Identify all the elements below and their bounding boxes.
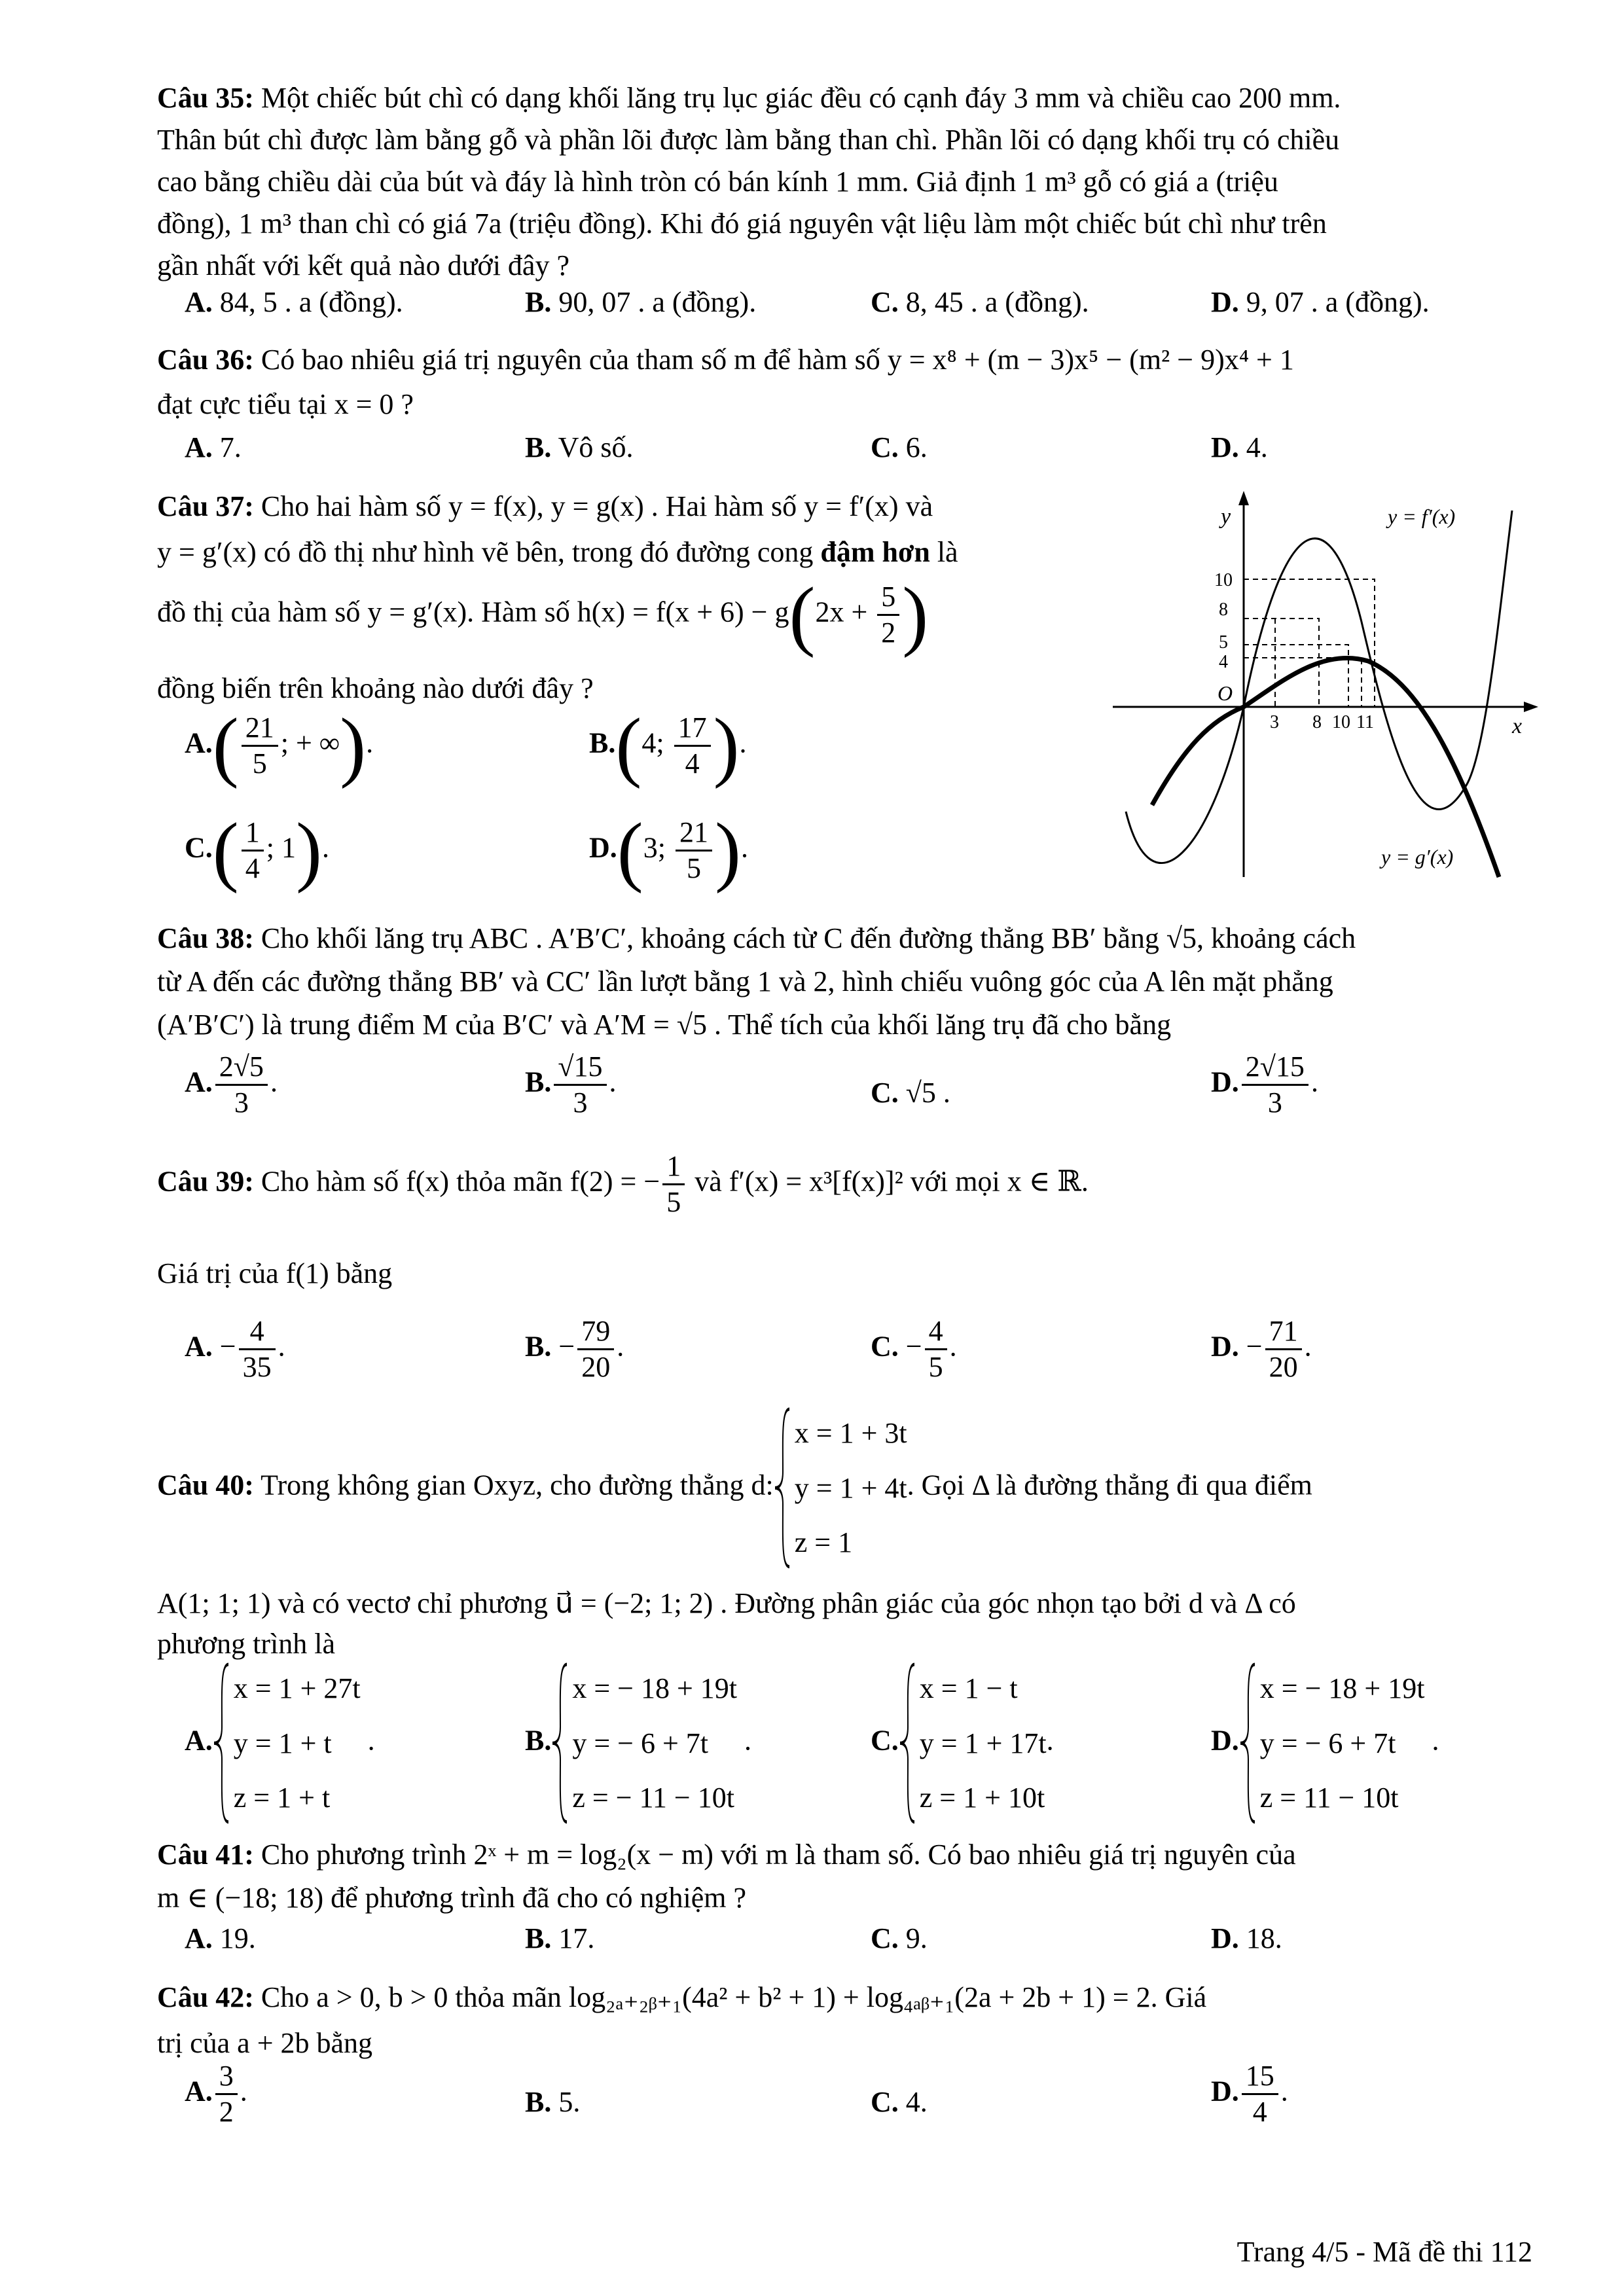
q35-option-c[interactable]: C. 8, 45 . a (đồng). — [871, 286, 1089, 318]
q37-line2: y = g′(x) có đồ thị như hình vẽ bên, trong đó đường cong đậm hơn là — [157, 536, 958, 568]
x-axis-label: x — [1512, 714, 1523, 738]
q38-line1: Câu 38: Cho khối lăng trụ ABC . A′B′C′, khoảng cách từ C đến đường thẳng BB′ bằng √5, khoảng cách — [157, 922, 1356, 954]
q38-option-d[interactable]: D. $\frac{2√15}{3}$ . — [1211, 1050, 1318, 1119]
q40-line1: Câu 40: Trong không gian Oxyz, cho đường thẳng d: x = 1 + 3t y = 1 + 4t z = 1 . Gọi Δ là đường thẳng đi qua điểm — [157, 1406, 1312, 1570]
q40-option-c[interactable]: C. x = 1 − t y = 1 + 17t z = 1 + 10t . — [871, 1661, 1054, 1825]
q35-line5: gần nhất với kết quả nào dưới đây ? — [157, 249, 569, 281]
q37-option-c[interactable]: C.( $\frac{1}{4}$ ; 1). — [185, 806, 329, 894]
q35-line3: cao bằng chiều dài của bút và đáy là hình tròn có bán kính 1 mm. Giả định 1 m³ gỗ có giá a (triệu — [157, 166, 1278, 198]
q42-option-a[interactable]: A. $\frac{3}{2}$ . — [185, 2060, 247, 2128]
q39-option-a[interactable]: A. − $\frac{4}{35}$ . — [185, 1315, 285, 1383]
q35-option-a[interactable]: A. 84, 5 . a (đồng). — [185, 286, 403, 318]
q39-option-d[interactable]: D. − $\frac{71}{20}$ . — [1211, 1315, 1312, 1383]
x-tick-10: 10 — [1332, 712, 1350, 732]
q37-option-a[interactable]: A.( $\frac{21}{5}$ ; + ∞). — [185, 702, 374, 789]
q37-graph — [1113, 484, 1545, 884]
y-axis-label: y — [1221, 505, 1231, 529]
g-prime-label: y = g′(x) — [1381, 845, 1454, 869]
q41-line2: m ∈ (−18; 18) để phương trình đã cho có nghiệm ? — [157, 1882, 746, 1914]
q35-option-d[interactable]: D. 9, 07 . a (đồng). — [1211, 286, 1430, 318]
q37-line3: đồ thị của hàm số y = g′(x). Hàm số h(x) = f(x + 6) − g(2x + $\frac{5}{2}$ ) — [157, 571, 929, 658]
q40-system: x = 1 + 3t y = 1 + 4t z = 1 — [774, 1406, 907, 1570]
q36-option-c[interactable]: C. 6. — [871, 431, 928, 463]
q40-line2: A(1; 1; 1) và có vectơ chỉ phương u⃗ = (−2; 1; 2) . Đường phân giác của góc nhọn tạo bởi d và Δ có — [157, 1587, 1296, 1619]
q37-line4: đồng biến trên khoảng nào dưới đây ? — [157, 672, 594, 704]
q37-label: Câu 37: — [157, 490, 254, 522]
q35-line2: Thân bút chì được làm bằng gỗ và phần lõi được làm bằng than chì. Phần lõi có dạng khối trụ có chiều — [157, 124, 1340, 156]
q38-line2: từ A đến các đường thẳng BB′ và CC′ lần lượt bằng 1 và 2, hình chiếu vuông góc của A lên mặt phẳng — [157, 965, 1333, 997]
q37-line1: Câu 37: Cho hai hàm số y = f(x), y = g(x) . Hai hàm số y = f′(x) và — [157, 490, 933, 522]
q40-option-d[interactable]: D. x = − 18 + 19t y = − 6 + 7t z = 11 − 10t . — [1211, 1661, 1439, 1825]
q42-option-b[interactable]: B. 5. — [525, 2086, 581, 2118]
q38-option-c[interactable]: C. √5 . — [871, 1077, 950, 1109]
f-prime-curve — [1126, 511, 1512, 863]
q40-line3: phương trình là — [157, 1628, 335, 1660]
q41-label: Câu 41: — [157, 1839, 254, 1871]
x-tick-3: 3 — [1270, 712, 1279, 732]
q36-label: Câu 36: — [157, 344, 254, 376]
q36-line2: đạt cực tiểu tại x = 0 ? — [157, 388, 414, 420]
q39-option-c[interactable]: C. − $\frac{4}{5}$ . — [871, 1315, 957, 1383]
q39-label: Câu 39: — [157, 1165, 254, 1198]
y-tick-5: 5 — [1219, 632, 1228, 653]
x-axis-arrow-icon — [1524, 702, 1538, 712]
brace-icon — [774, 1406, 792, 1570]
f-prime-label: y = f′(x) — [1388, 505, 1456, 528]
q35-text1: Một chiếc bút chì có dạng khối lăng trụ lục giác đều có cạnh đáy 3 mm và chiều cao 200 mm. — [253, 82, 1341, 114]
q42-option-d[interactable]: D. $\frac{15}{4}$ . — [1211, 2060, 1288, 2128]
q38-option-a[interactable]: A. $\frac{2√5}{3}$ . — [185, 1050, 278, 1119]
q38-line3: (A′B′C′) là trung điểm M của B′C′ và A′M = √5 . Thể tích của khối lăng trụ đã cho bằng — [157, 1009, 1172, 1041]
q40-option-b[interactable]: B. x = − 18 + 19t y = − 6 + 7t z = − 11 − 10t . — [525, 1661, 751, 1825]
y-tick-8: 8 — [1219, 600, 1228, 620]
x-tick-8: 8 — [1312, 712, 1322, 732]
g-prime-curve — [1152, 658, 1499, 877]
q42-line2: trị của a + 2b bằng — [157, 2027, 373, 2059]
q36-option-b[interactable]: B. Vô số. — [525, 431, 634, 463]
brace-icon — [213, 1661, 231, 1825]
y-tick-4: 4 — [1219, 652, 1228, 672]
q42-label: Câu 42: — [157, 1981, 254, 2013]
q37-option-d[interactable]: D.(3; $\frac{21}{5}$ ). — [589, 806, 748, 894]
q40-option-a[interactable]: A. x = 1 + 27t y = 1 + t z = 1 + t . — [185, 1661, 375, 1825]
q39-line2: Giá trị của f(1) bằng — [157, 1257, 393, 1289]
x-tick-11: 11 — [1356, 712, 1374, 732]
q35-line4: đồng), 1 m³ than chì có giá 7a (triệu đồng). Khi đó giá nguyên vật liệu làm một chiếc bút chì như trên — [157, 207, 1327, 240]
page-footer: Trang 4/5 - Mã đề thi 112 — [1236, 2236, 1532, 2268]
brace-icon — [1239, 1661, 1257, 1825]
q36-option-a[interactable]: A. 7. — [185, 431, 242, 463]
q36-option-d[interactable]: D. 4. — [1211, 431, 1268, 463]
q38-option-b[interactable]: B. $\frac{√15}{3}$ . — [525, 1050, 617, 1119]
y-axis-arrow-icon — [1238, 491, 1249, 505]
y-tick-10: 10 — [1214, 570, 1233, 590]
q38-label: Câu 38: — [157, 922, 254, 954]
q35-option-b[interactable]: B. 90, 07 . a (đồng). — [525, 286, 757, 318]
q35-line1 — [157, 84, 1341, 113]
q42-option-c[interactable]: C. 4. — [871, 2086, 928, 2118]
brace-icon — [551, 1661, 569, 1825]
q41-line1: Câu 41: Cho phương trình 2ˣ + m = log₂(x − m) với m là tham số. Có bao nhiêu giá trị nguyên của — [157, 1839, 1296, 1871]
q40-label: Câu 40: — [157, 1469, 254, 1501]
q37-option-b[interactable]: B.(4; $\frac{17}{4}$ ). — [589, 702, 747, 789]
brace-icon — [899, 1661, 917, 1825]
q41-option-c[interactable]: C. 9. — [871, 1922, 928, 1954]
q35-label: Câu 35: — [157, 82, 254, 114]
q39-line1: Câu 39: Cho hàm số f(x) thỏa mãn f(2) = − $\frac{1}{5}$ và f′(x) = x³[f(x)]² với mọi x ∈ ℝ. — [157, 1150, 1089, 1218]
q41-option-d[interactable]: D. 18. — [1211, 1922, 1282, 1954]
q39-option-b[interactable]: B. − $\frac{79}{20}$ . — [525, 1315, 624, 1383]
q42-line1: Câu 42: Cho a > 0, b > 0 thỏa mãn log₂ₐ₊₂ᵦ₊₁(4a² + b² + 1) + log₄ₐᵦ₊₁(2a + 2b + 1) = 2. Giá — [157, 1981, 1207, 2013]
origin-label: O — [1218, 681, 1233, 705]
q41-option-a[interactable]: A. 19. — [185, 1922, 256, 1954]
q41-option-b[interactable]: B. 17. — [525, 1922, 595, 1954]
q36-line1: Câu 36: Có bao nhiêu giá trị nguyên của tham số m để hàm số y = x⁸ + (m − 3)x⁵ − (m² − 9)x⁴ + 1 — [157, 344, 1294, 376]
